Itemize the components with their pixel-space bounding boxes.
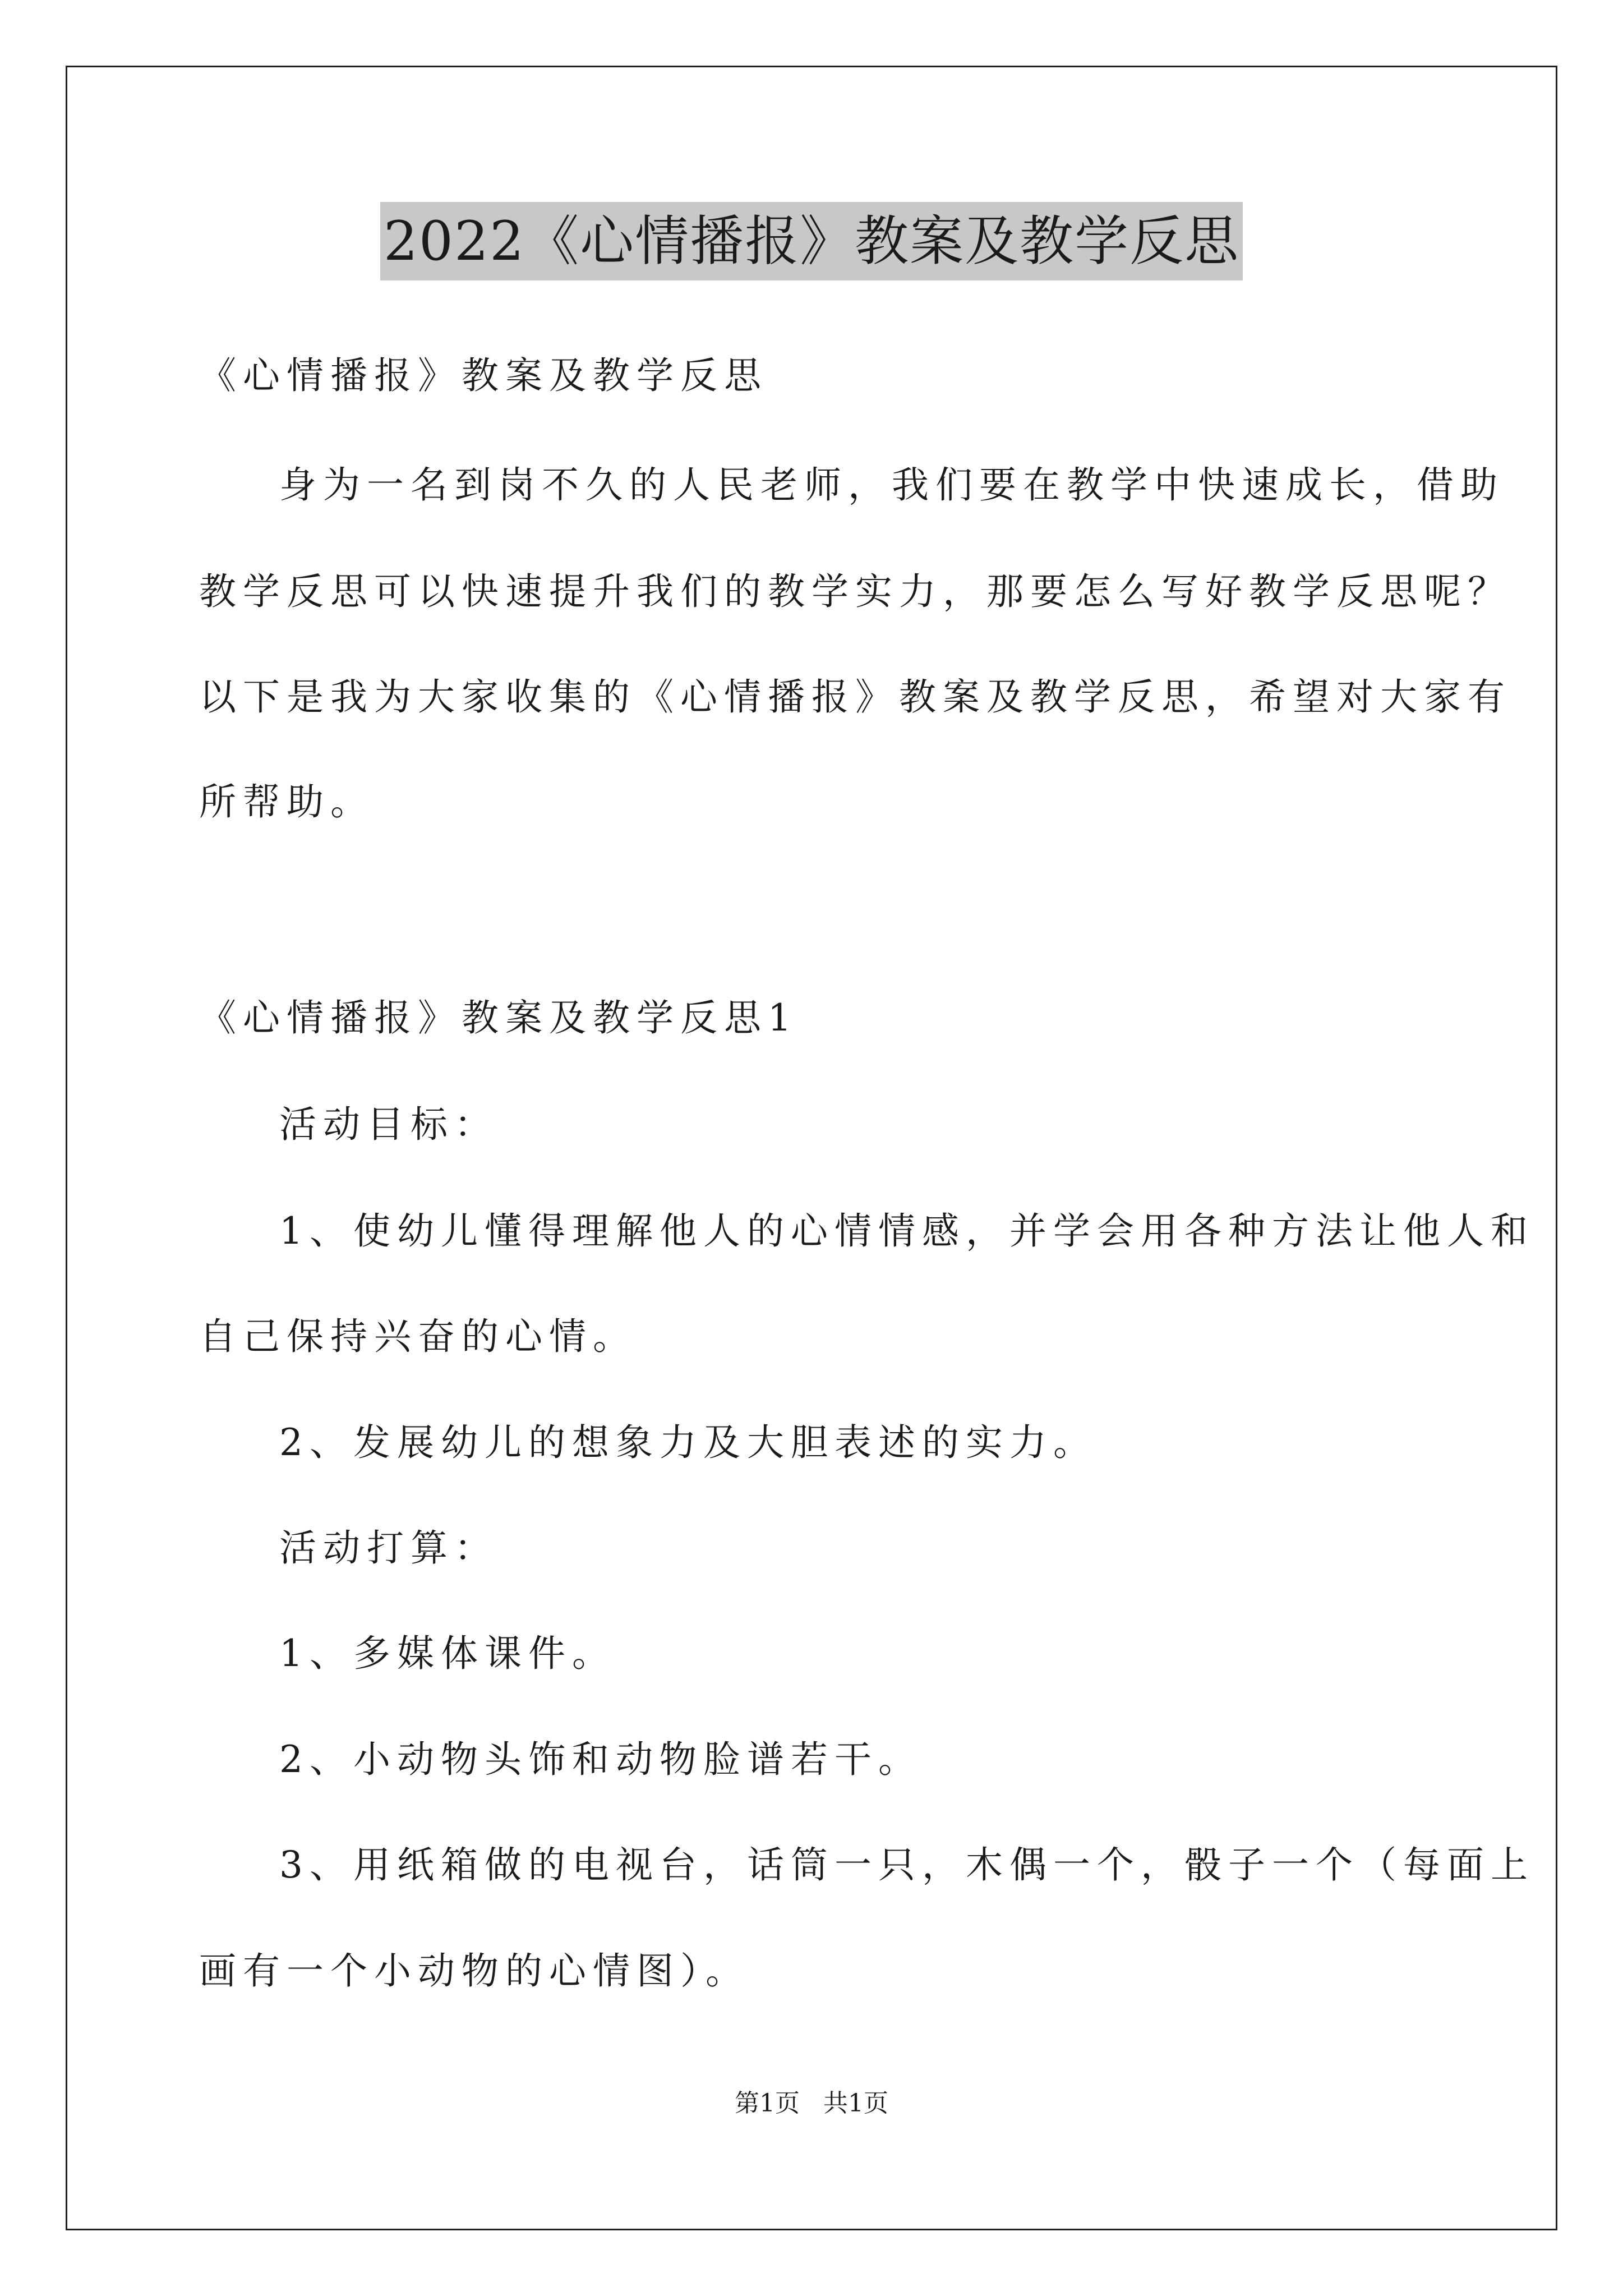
paragraph-line: 活动打算： <box>279 1526 498 1570</box>
paragraph-line: 教学反思可以快速提升我们的教学实力，那要怎么写好教学反思呢？ <box>199 570 1511 613</box>
paragraph-line: 1、使幼儿懂得理解他人的心情情感，并学会用各种方法让他人和 <box>279 1209 1534 1253</box>
paragraph-line: 活动目标： <box>279 1103 498 1146</box>
paragraph-line: 2、发展幼儿的想象力及大胆表述的实力。 <box>279 1421 1097 1464</box>
title-container <box>0 202 1623 280</box>
paragraph-line: 身为一名到岗不久的人民老师，我们要在教学中快速成长，借助 <box>279 463 1504 507</box>
paragraph-line: 以下是我为大家收集的《心情播报》教案及教学反思，希望对大家有 <box>199 675 1511 719</box>
paragraph-line: 1、多媒体课件。 <box>279 1632 616 1675</box>
paragraph-line: 所帮助。 <box>199 780 374 823</box>
document-title: 2022《心情播报》教案及教学反思 <box>380 202 1243 280</box>
section-heading: 《心情播报》教案及教学反思1 <box>199 996 798 1039</box>
paragraph-line: 3、用纸箱做的电视台，话筒一只，木偶一个，骰子一个（每面上 <box>279 1843 1534 1887</box>
paragraph-line: 画有一个小动物的心情图）。 <box>199 1949 749 1993</box>
paragraph-line: 自己保持兴奋的心情。 <box>199 1315 637 1358</box>
page-footer: 第1页 共1页 <box>735 2089 888 2118</box>
subtitle: 《心情播报》教案及教学反思 <box>199 354 768 397</box>
paragraph-line: 2、小动物头饰和动物脸谱若干。 <box>279 1738 922 1781</box>
